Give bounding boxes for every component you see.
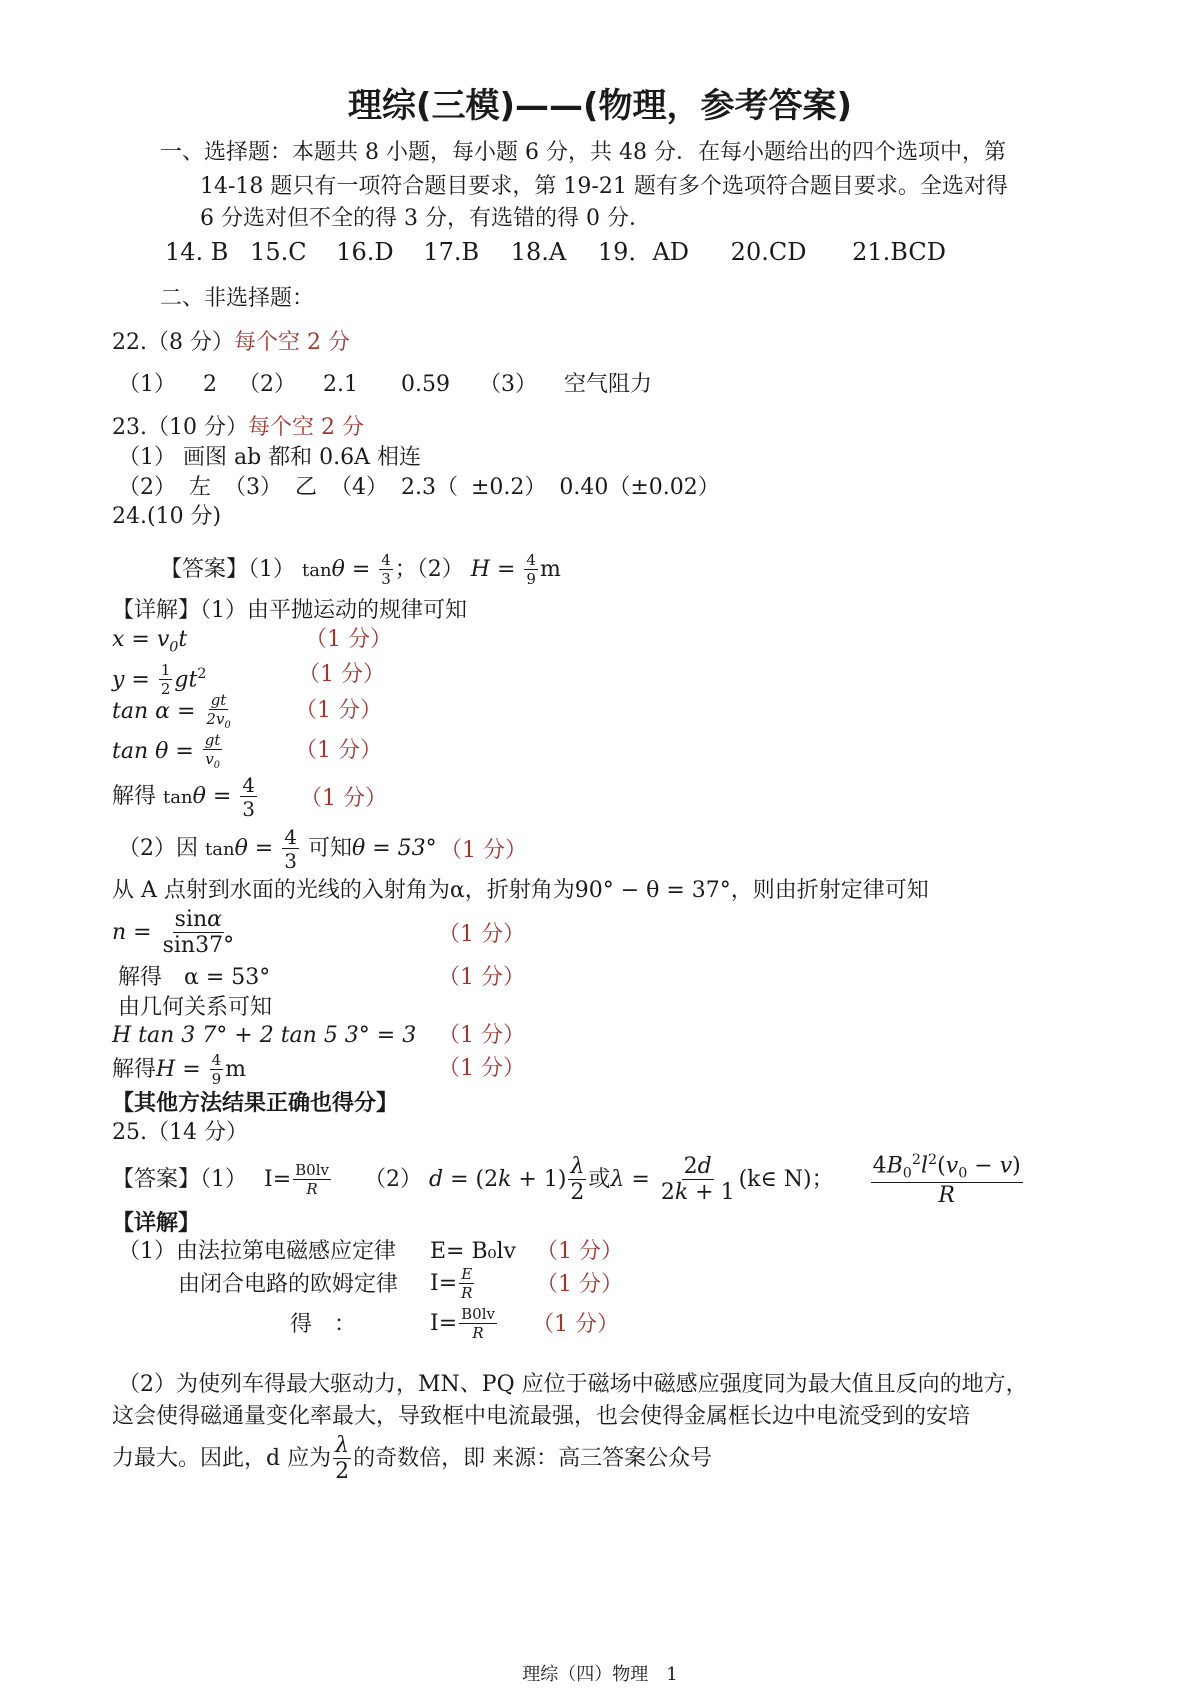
q24-answer-label: 【答案】 xyxy=(160,557,249,582)
answer-15: 15.C xyxy=(250,238,307,266)
answer-20: 20.CD xyxy=(730,238,807,266)
q22-header xyxy=(112,328,350,358)
q25-para3-b: 的奇数倍，即 来源：高三答案公众号 xyxy=(353,1446,713,1471)
current-eq: I= $\frac{B0lv}{R}$ xyxy=(430,1305,495,1342)
q25-answer: 【答案】（1） I= $\frac{B0lv}{R}$ （2） d = (2k + 1) $\frac{\lambda}{2}$ 或λ = $\frac{2d}{2k + 1}$ (k∈ N)； $\frac{4B_0^2l^2(v_0 - v)}{R}$ xyxy=(112,1152,1021,1209)
score: （1 分） xyxy=(438,965,525,990)
q24-part2: （2）因 tanθ = $\frac{4}{3}$ 可知θ = 53° xyxy=(118,825,437,873)
solve-alpha: 解得 α = 53° xyxy=(118,965,271,990)
section1-line1: 一、选择题：本题共 8 小题，每小题 6 分，共 48 分．在每小题给出的四个选项中，第 xyxy=(160,140,1006,165)
eq-solve-tan: 解得 tanθ = $\frac{4}{3}$ xyxy=(112,773,255,821)
ohm-line: 由闭合电路的欧姆定律 xyxy=(178,1272,399,1297)
answer-17: 17.B xyxy=(423,238,480,266)
q24-detail xyxy=(112,596,467,626)
solve-H: 解得H = $\frac{4}{9}$ m xyxy=(112,1051,247,1088)
q24-answer-part2: ；（2） xyxy=(394,557,464,582)
q24-part2-a: （2）因 xyxy=(118,836,198,861)
score: （1 分） xyxy=(438,1023,525,1048)
geom-eq: H tan 3 7° + 2 tan 5 3° = 3 xyxy=(112,1023,417,1048)
score: （1 分） xyxy=(300,786,387,811)
q22-part2-label: （2） xyxy=(238,372,296,397)
q24-answer-part1: （1） xyxy=(248,557,296,582)
q23-header xyxy=(112,413,364,443)
score: （1 分） xyxy=(536,1272,623,1297)
q24-part2-b: 可知 xyxy=(307,836,352,861)
q23-line2: （2） 左 （3） 乙 （4） 2.3（ ±0.2） 0.40（±0.02） xyxy=(118,475,720,500)
eq-y: y = $\frac{1}{2}$ $gt^2$ xyxy=(112,661,207,699)
q22-head: 22.（8 分） xyxy=(112,330,234,355)
q25-para2: 这会使得磁通量变化率最大，导致框中电流最强，也会使得金属框长边中电流受到的安培 xyxy=(112,1404,971,1429)
q24-head: 24.(10 分) xyxy=(112,504,222,529)
answer-19: 19．AD xyxy=(597,238,690,266)
q25-answer-label: 【答案】 xyxy=(112,1167,201,1192)
q23-head: 23.（10 分） xyxy=(112,415,248,440)
score: （1 分） xyxy=(298,662,385,687)
other-methods: 【其他方法结果正确也得分】 xyxy=(112,1090,399,1116)
q24-detail-label: 【详解】 xyxy=(112,598,201,623)
q25-para3-a: 力最大。因此，d 应为 xyxy=(112,1446,332,1471)
answer-18: 18.A xyxy=(510,238,567,266)
answer-16: 16.D xyxy=(336,238,394,266)
q25-head: 25.（14 分） xyxy=(112,1120,248,1145)
q22-answer2b: 0.59 xyxy=(401,372,450,397)
q22-answers xyxy=(118,370,652,400)
eq-x: $x = v_0t$ xyxy=(112,627,188,656)
q22-answer1: 2 xyxy=(203,372,217,397)
solve-label: 解得 xyxy=(112,784,157,809)
eq-tan-alpha: tan α = $\frac{gt}{2v_0}$ xyxy=(112,691,231,732)
score: （1 分） xyxy=(295,698,382,723)
q25-answer-part1: （1） xyxy=(200,1167,248,1192)
page-footer: 理综（四）物理 1 xyxy=(522,1664,678,1685)
q25-para3: 力最大。因此，d 应为 $\frac{\lambda}{2}$ 的奇数倍，即 来源：高三答案公众号 xyxy=(112,1433,713,1484)
choice-answers xyxy=(165,237,946,267)
k-range: (k∈ N)； xyxy=(738,1167,834,1192)
score: （1 分） xyxy=(440,838,527,863)
section1-line3: 6 分选对但不全的得 3 分，有选错的得 0 分． xyxy=(200,206,651,231)
score: （1 分） xyxy=(295,738,382,763)
q24-answer: 【答案】（1） tanθ = $\frac{4}{3}$ ；（2） H = $\frac{4}{9}$ m xyxy=(160,551,561,588)
q22-answer3: 空气阻力 xyxy=(563,372,652,397)
refraction-line: 从 A 点射到水面的光线的入射角为α，折射角为90° − θ = 37°，则由折射定律可知 xyxy=(112,878,929,903)
solve-H-label: 解得 xyxy=(112,1057,157,1082)
q25-para1: （2）为使列车得最大驱动力，MN、PQ 应位于磁场中磁感应强度同为最大值且反向的地方， xyxy=(118,1372,1028,1397)
section1-line2: 14-18 题只有一项符合题目要求，第 19-21 题有多个选项符合题目要求。全选对得 xyxy=(200,174,1008,199)
eq-tan-theta: tan θ = $\frac{gt}{v_0}$ xyxy=(112,731,221,772)
score: （1 分） xyxy=(532,1312,619,1337)
q22-part1-label: （1） xyxy=(118,372,176,397)
q24-detail-intro: （1）由平抛运动的规律可知 xyxy=(200,598,468,623)
ohm-eq: I= $\frac{E}{R}$ xyxy=(430,1265,473,1302)
section2-heading: 二、非选择题： xyxy=(160,286,315,311)
q25-answer-part2: （2） xyxy=(363,1167,422,1192)
page-title: 理综(三模)——(物理，参考答案) xyxy=(347,86,853,126)
or-text: 或 xyxy=(588,1167,611,1192)
score: （1 分） xyxy=(305,627,392,652)
score: （1 分） xyxy=(536,1239,623,1264)
get-line: 得 ： xyxy=(290,1312,357,1337)
faraday-line: （1）由法拉第电磁感应定律 xyxy=(118,1239,396,1264)
q24-part2-c: θ = 53° xyxy=(351,836,437,861)
q23-line1: （1） 画图 ab 都和 0.6A 相连 xyxy=(118,445,422,470)
geom-line: 由几何关系可知 xyxy=(118,995,273,1020)
q25-detail-label: 【详解】 xyxy=(112,1210,201,1236)
q22-part3-label: （3） xyxy=(478,372,537,397)
q22-answer2a: 2.1 xyxy=(323,372,358,397)
answer-14: 14. B xyxy=(165,238,229,266)
score: （1 分） xyxy=(438,922,525,947)
faraday-eq: E= B₀lv xyxy=(430,1239,516,1264)
q22-note: 每个空 2 分 xyxy=(233,330,350,355)
q23-note: 每个空 2 分 xyxy=(247,415,364,440)
eq-n: n = $\frac{\sin\alpha}{\sin 37^\circ}$ xyxy=(112,907,235,958)
answer-21: 21.BCD xyxy=(852,238,946,266)
score: （1 分） xyxy=(438,1056,525,1081)
